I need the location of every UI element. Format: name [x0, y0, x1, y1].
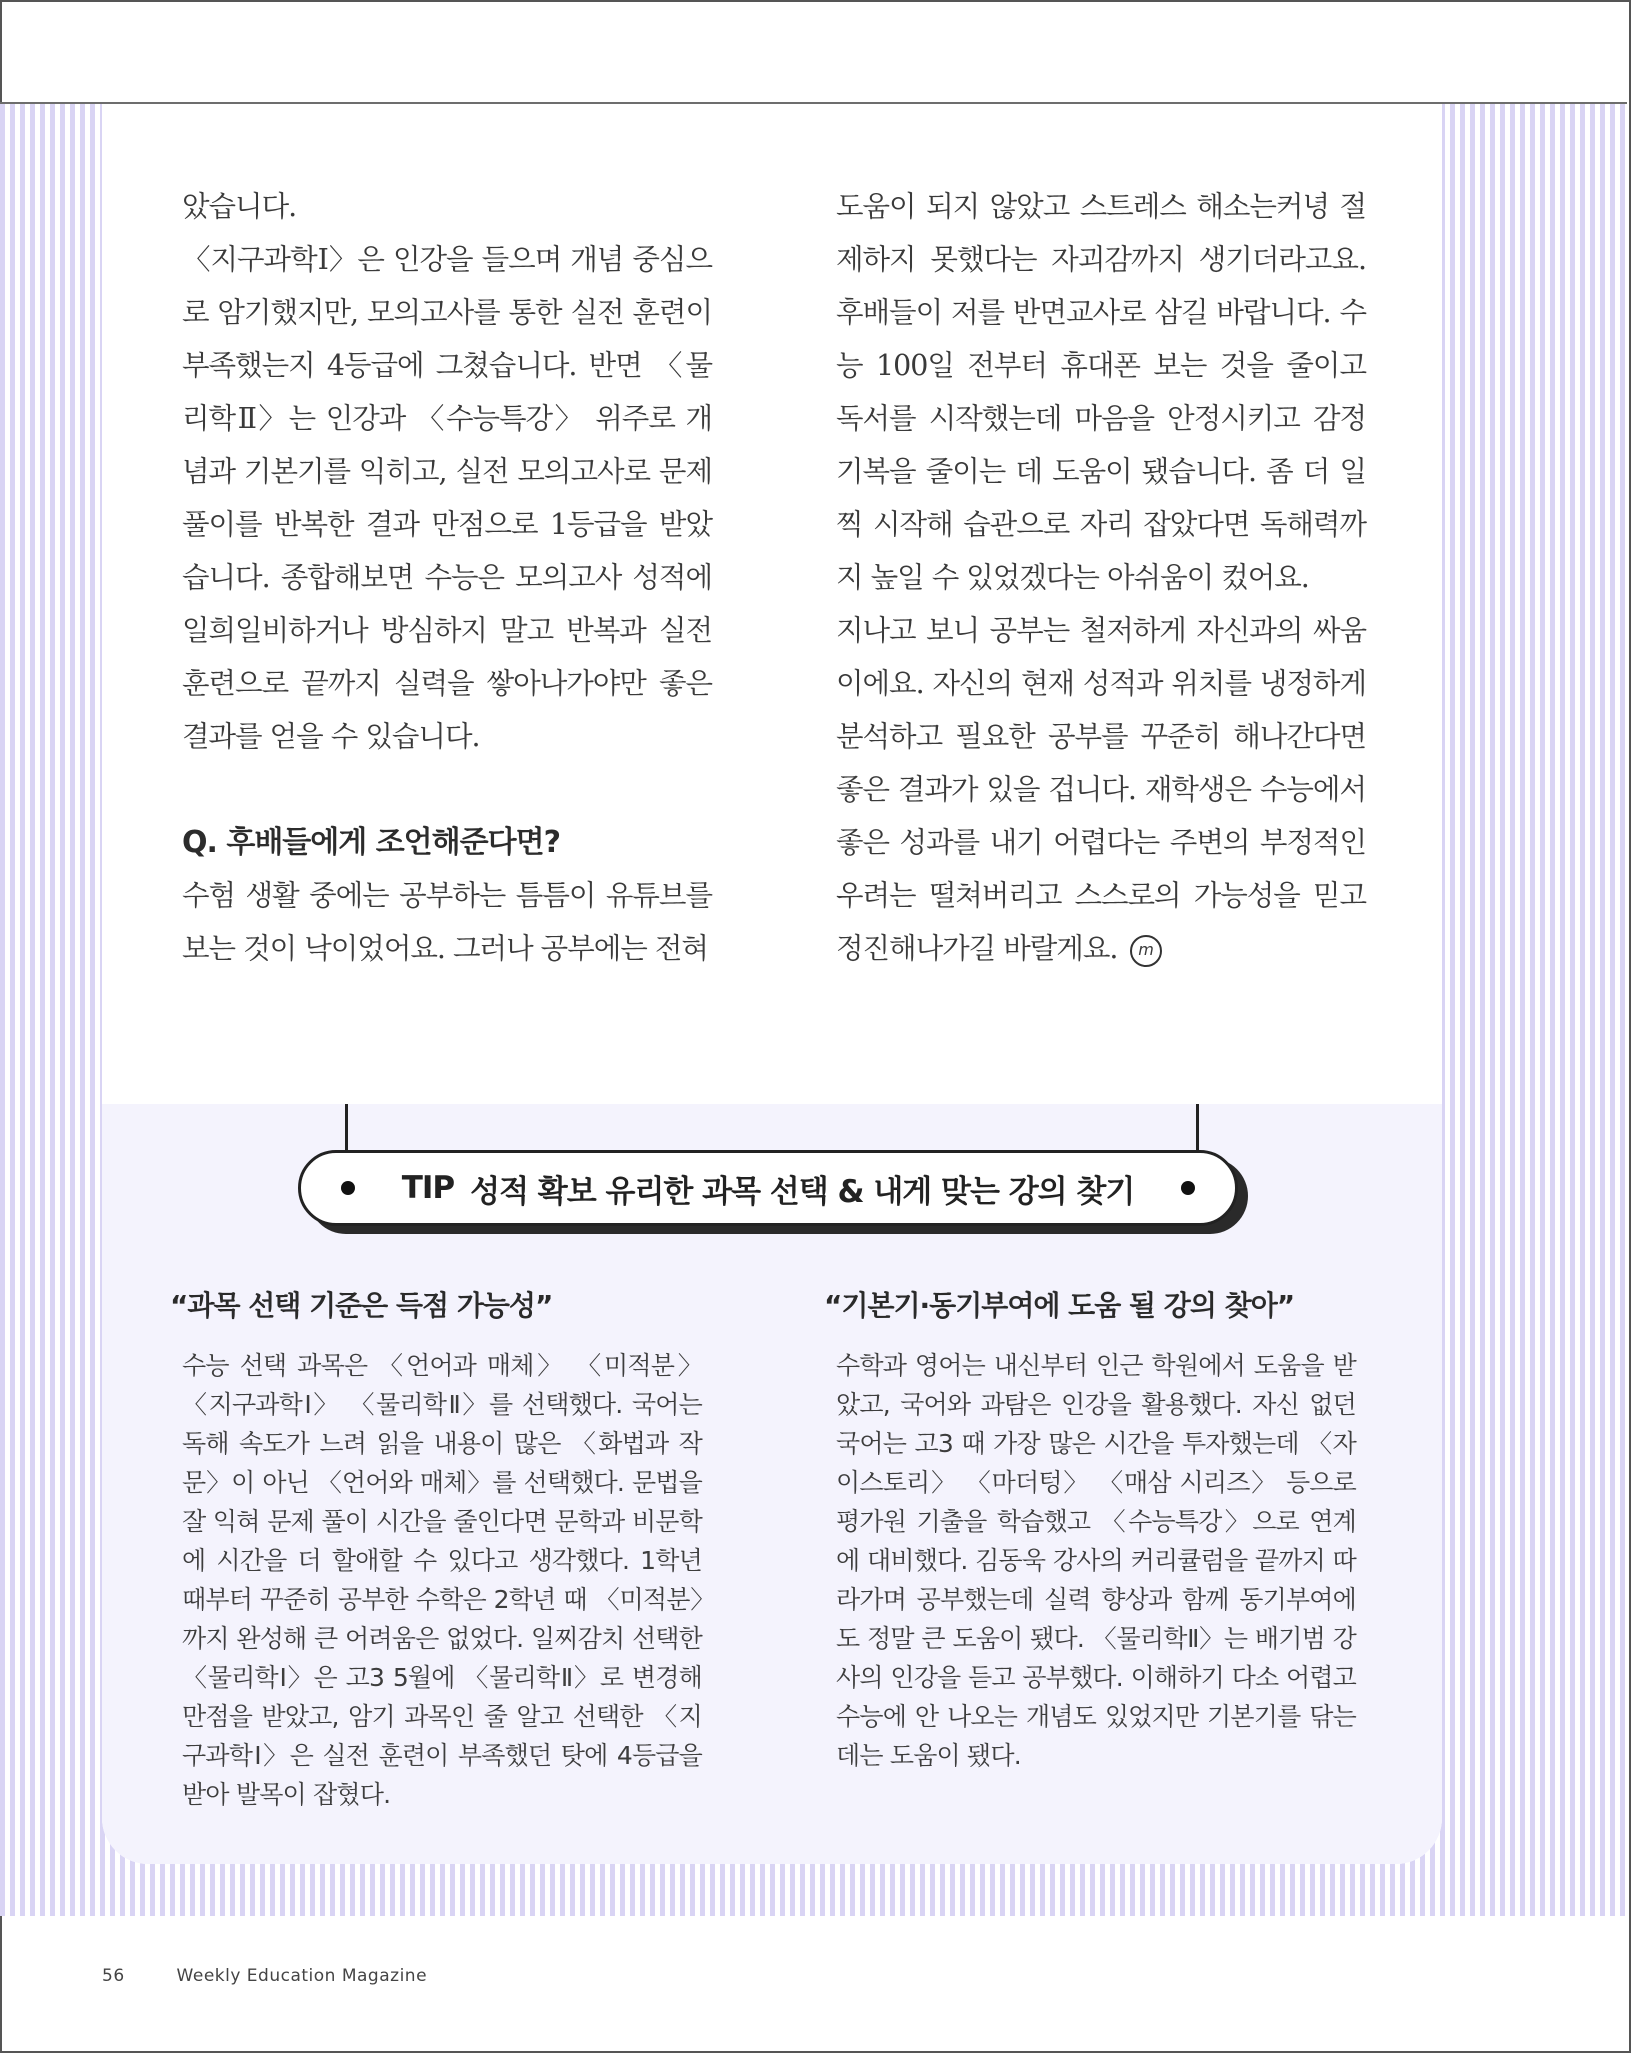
- page-footer: [102, 1966, 427, 1986]
- article-paragraph: 도움이 되지 않았고 스트레스 해소는커녕 절제하지 못했다는 자괴감까지 생기더라고요. 후배들이 저를 반면교사로 삼길 바랍니다. 수능 100일 전부터 휴대폰 보는 것을 줄이고 독서를 시작했는데 마음을 안정시키고 감정 기복을 줄이는 데 도움이 됐습니다. 좀 더 일찍 시작해 습관으로 자리 잡았다면 독해력까지 높일 수 있었겠다는 아쉬움이 컸어요.: [836, 190, 1366, 594]
- article-paragraph-final: [836, 604, 1366, 975]
- bullet-dot-icon: [1181, 1181, 1195, 1195]
- tip-body: 수능 선택 과목은 〈언어과 매체〉 〈미적분〉 〈지구과학Ⅰ〉 〈물리학Ⅱ〉를 선택했다. 국어는 독해 속도가 느려 읽을 내용이 많은 〈화법과 작문〉이 아닌 〈언어와 매체〉를 선택했다. 문법을 잘 익혀 문제 풀이 시간을 줄인다면 문학과 비문학에 시간을 더 할애할 수 있다고 생각했다. 1학년 때부터 꾸준히 공부한 수학은 2학년 때 〈미적분〉까지 완성해 큰 어려움은 없었다. 일찌감치 선택한 〈물리학Ⅰ〉은 고3 5월에 〈물리학Ⅱ〉로 변경해 만점을 받았고, 암기 과목인 줄 알고 선택한 〈지구과학Ⅰ〉은 실전 훈련이 부족했던 탓에 4등급을 받아 발목이 잡혔다.: [182, 1351, 702, 1809]
- article-column-left: [182, 180, 712, 975]
- tip-label: TIP: [401, 1170, 455, 1206]
- tip-banner: [298, 1150, 1238, 1226]
- article-column-right: [836, 180, 1366, 975]
- bullet-dot-icon: [341, 1181, 355, 1195]
- article-paragraph: 〈지구과학Ⅰ〉은 인강을 들으며 개념 중심으로 암기했지만, 모의고사를 통한 실전 훈련이 부족했는지 4등급에 그쳤습니다. 반면 〈물리학Ⅱ〉는 인강과 〈수능특강〉 위주로 개념과 기본기를 익히고, 실전 모의고사로 문제 풀이를 반복한 결과 만점으로 1등급을 받았습니다. 종합해보면 수능은 모의고사 성적에 일희일비하거나 방심하지 말고 반복과 실전 훈련으로 끝까지 실력을 쌓아나가야만 좋은 결과를 얻을 수 있습니다.: [182, 243, 712, 753]
- tip-body: 수학과 영어는 내신부터 인근 학원에서 도움을 받았고, 국어와 과탐은 인강을 활용했다. 자신 없던 국어는 고3 때 가장 많은 시간을 투자했는데 〈자이스토리〉 〈마더텅〉 〈매삼 시리즈〉 등으로 평가원 기출을 학습했고 〈수능특강〉으로 연계에 대비했다. 김동욱 강사의 커리큘럼을 끝까지 따라가며 공부했는데 실력 향상과 함께 동기부여에도 정말 큰 도움이 됐다. 〈물리학Ⅱ〉는 배기범 강사의 인강을 듣고 공부했다. 이해하기 다소 어렵고 수능에 안 나오는 개념도 있었지만 기본기를 닦는 데는 도움이 됐다.: [836, 1351, 1356, 1770]
- tip-title: 성적 확보 유리한 과목 선택 & 내게 맞는 강의 찾기: [470, 1173, 1135, 1210]
- article-paragraph-text: 지나고 보니 공부는 철저하게 자신과의 싸움이에요. 자신의 현재 성적과 위치를 냉정하게 분석하고 필요한 공부를 꾸준히 해나간다면 좋은 결과가 있을 겁니다. 재학생은 수능에서 좋은 성과를 내기 어렵다는 주변의 부정적인 우려는 떨쳐버리고 스스로의 가능성을 믿고 정진해나가길 바랄게요.: [836, 614, 1366, 965]
- tip-heading: “과목 선택 기준은 득점 가능성”: [170, 1289, 553, 1322]
- page-number: 56: [102, 1966, 125, 1986]
- end-mark-icon: m: [1130, 935, 1162, 967]
- tip-heading: “기본기·동기부여에 도움 될 강의 찾아”: [824, 1289, 1295, 1322]
- question-heading: Q. 후배들에게 조언해준다면?: [182, 825, 560, 860]
- magazine-name: Weekly Education Magazine: [176, 1966, 428, 1986]
- article-paragraph: 았습니다.: [182, 190, 297, 223]
- answer-paragraph: 수험 생활 중에는 공부하는 틈틈이 유튜브를 보는 것이 낙이었어요. 그러나 공부에는 전혀: [182, 879, 712, 965]
- tip-column-left: [170, 1284, 702, 1814]
- tip-column-right: [824, 1284, 1356, 1775]
